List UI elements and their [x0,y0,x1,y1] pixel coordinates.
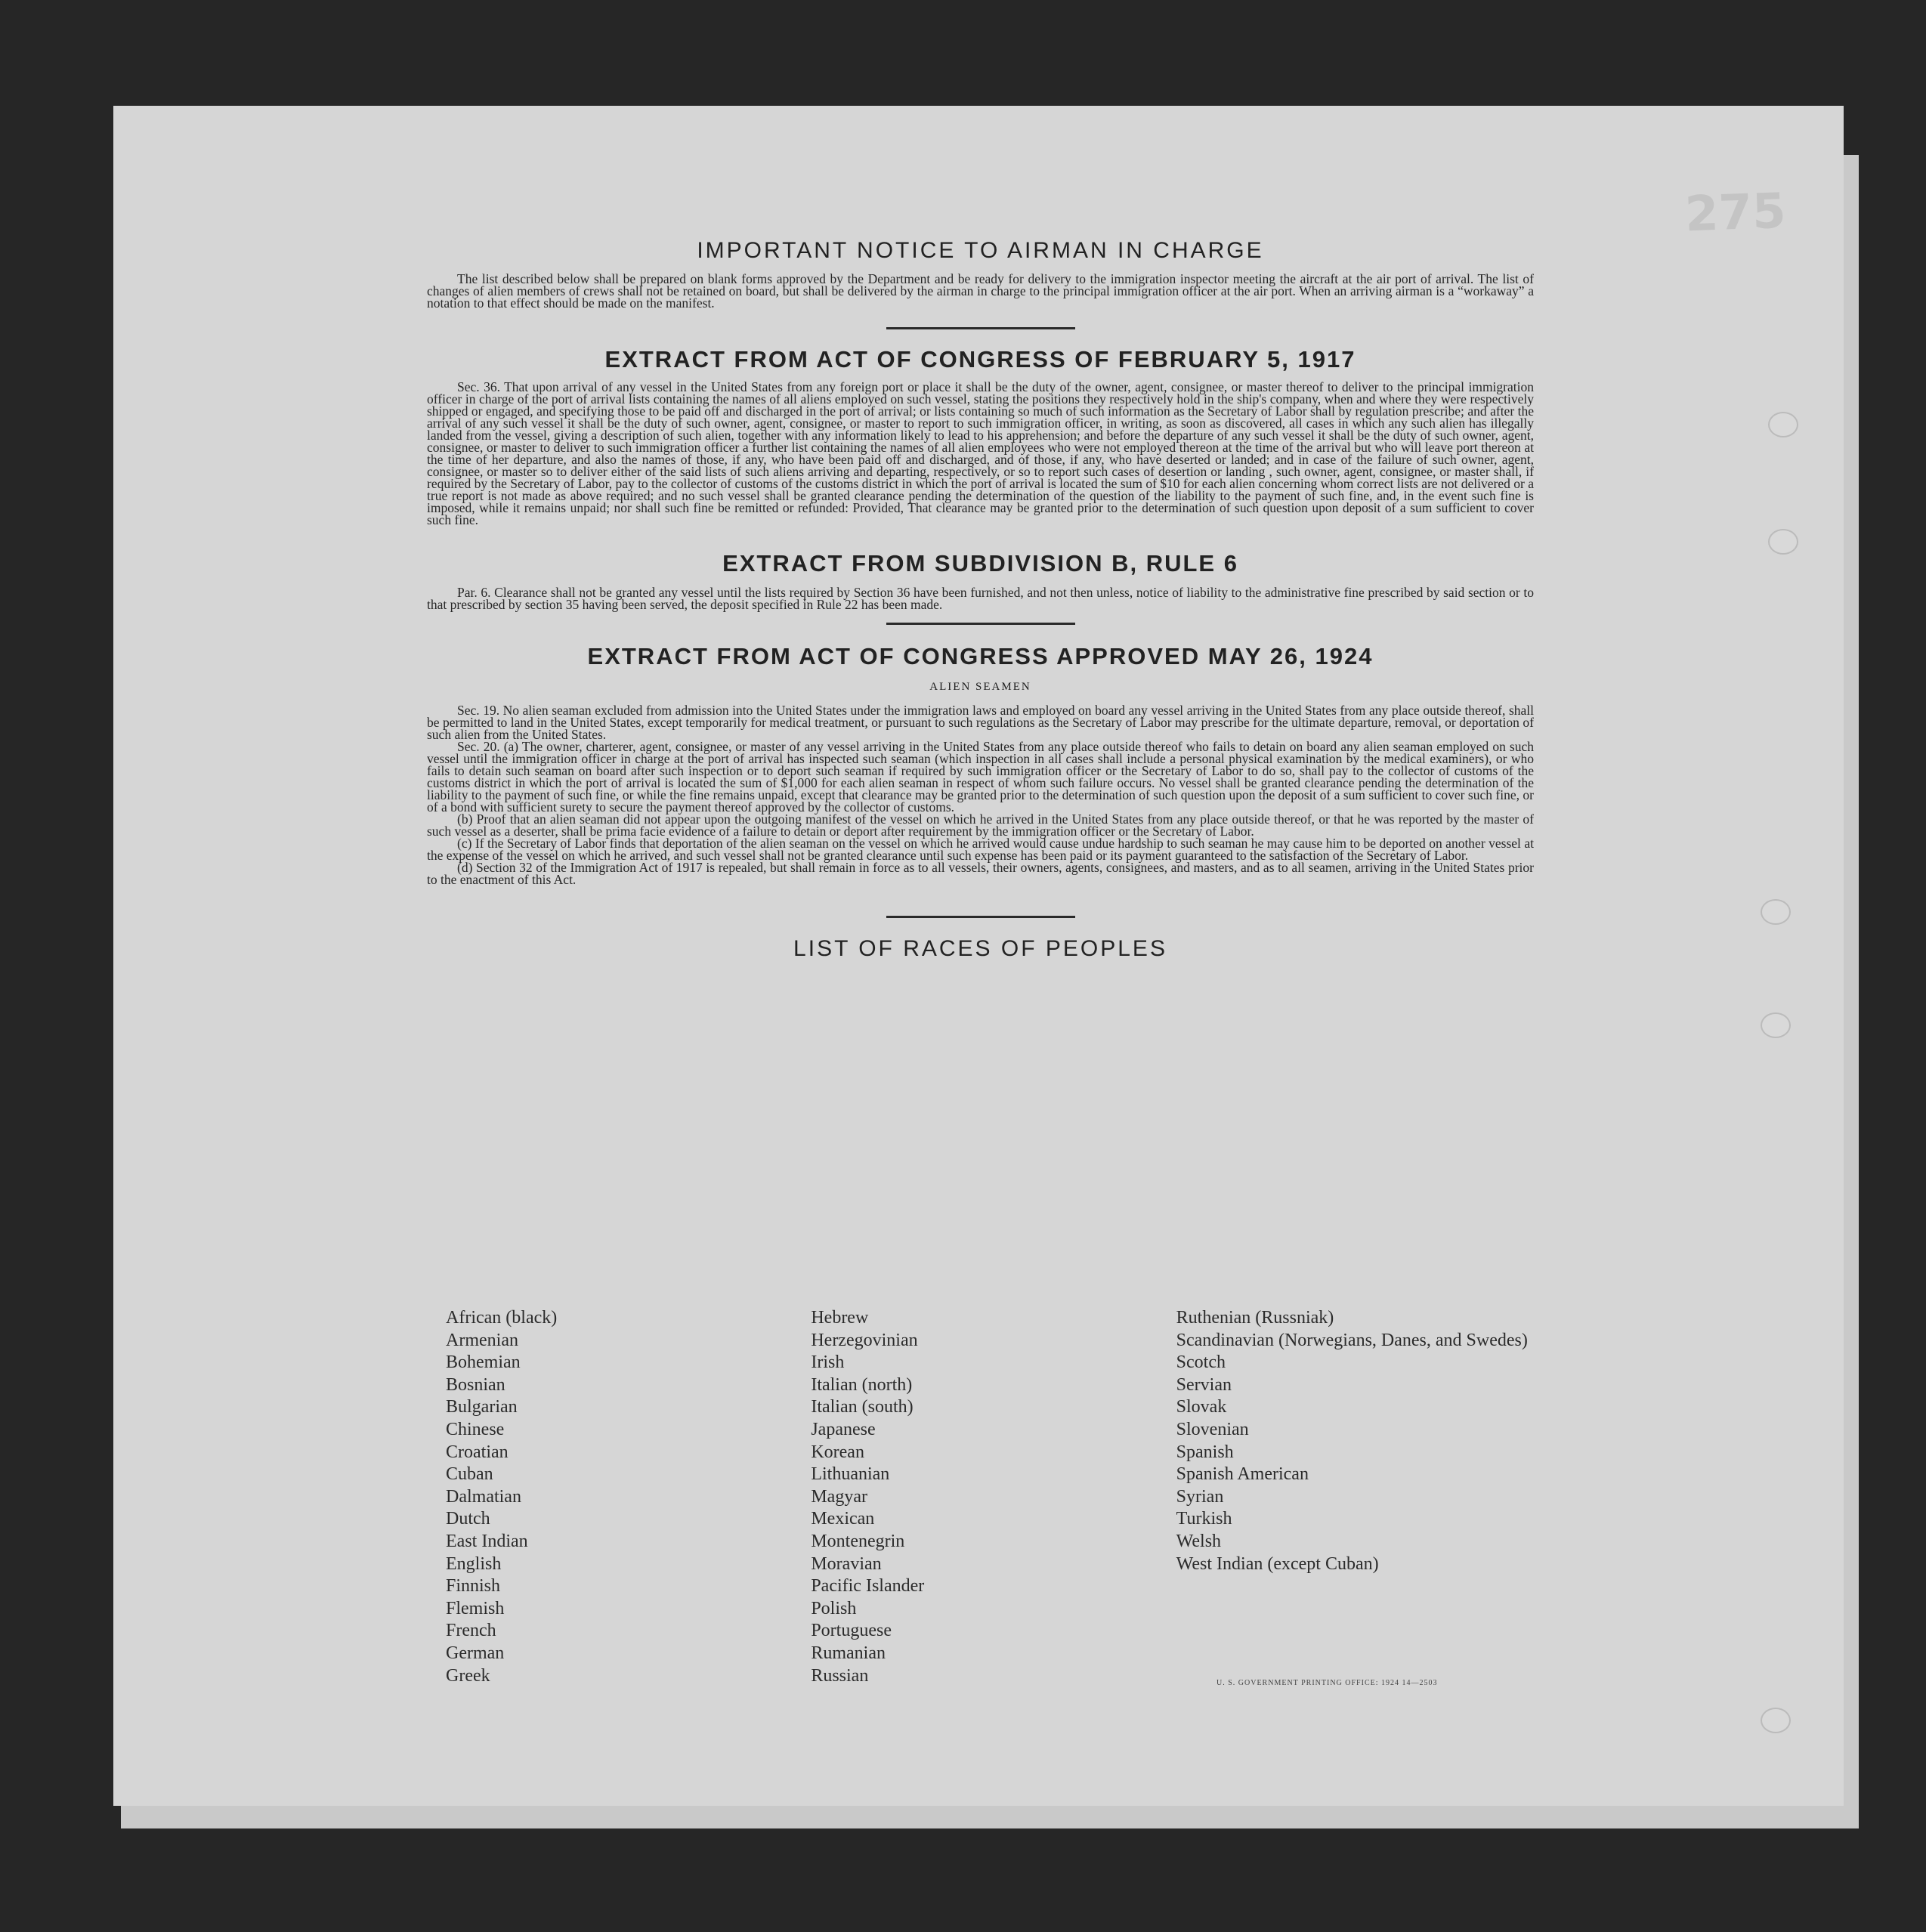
race-item: English [446,1553,502,1574]
race-item: Cuban [446,1464,493,1485]
punch-hole [1761,1708,1791,1733]
race-item: Hebrew [811,1308,869,1328]
race-item: Lithuanian [811,1464,890,1485]
race-item: Scandinavian (Norwegians, Danes, and Swedes) [1176,1330,1528,1350]
race-item: Greek [446,1665,490,1686]
race-item: Rumanian [811,1643,886,1663]
race-item: Herzegovinian [811,1330,918,1350]
page-number-bleedthrough: 275 [1683,183,1787,243]
notice-text: The list described below shall be prepared on blank forms approved by the Department and be ready for delivery to the immigration inspector meeting the aircraft at the air port of arrival. The list of changes of alien members of crews shall not be retained on board, but shall be delivered by the airman in charge to the principal immigration officer at the air port. When an arriving airman is a “workaway” a notation to that effect should be made on the manifest. [427,271,1534,311]
race-item: Russian [811,1665,869,1686]
race-item: Syrian [1176,1486,1224,1507]
race-item: German [446,1643,505,1663]
race-item: Croatian [446,1442,509,1462]
extract-1917-heading: EXTRACT FROM ACT OF CONGRESS OF FEBRUARY 5, 1917 [604,346,1356,372]
race-item: African (black) [446,1308,558,1328]
race-item: Dutch [446,1509,490,1529]
notice-heading: IMPORTANT NOTICE TO AIRMAN IN CHARGE [697,238,1264,263]
section-divider [886,916,1075,918]
race-item: Ruthenian (Russniak) [1176,1308,1334,1328]
document-body [427,238,1534,962]
punch-hole [1761,1012,1791,1038]
sec-19-text: Sec. 19. No alien seaman excluded from admission into the United States under the immigration laws and employed on board any vessel arriving in the United States from any place outside thereof, shall be permitted to land in the United States, except temporarily for medical treatment, or pursuant to such regulations as the Secretary of Labor may prescribe for the ultimate departure, removal, or deportation of such alien from the United States. [427,703,1534,742]
race-item: Italian (north) [811,1374,913,1395]
extract-rule6-text: Par. 6. Clearance shall not be granted any vessel until the lists required by Section 36 have been furnished, and not then unless, notice of liability to the administrative fine prescribed by said section or to that prescribed by section 35 having been served, the deposit specified in Rule 22 has been made. [427,585,1534,612]
race-item: Bohemian [446,1352,521,1373]
race-item: Bosnian [446,1374,505,1395]
race-item: Armenian [446,1330,518,1350]
races-column-3 [1176,1307,1541,1687]
race-item: Flemish [446,1598,505,1618]
sec-20b-text: (b) Proof that an alien seaman did not appear upon the outgoing manifest of the vessel on which he arrived in the United States from any place outside thereof, or that he was reported by the master of such vessel as a deserter, shall be prima facie evidence of a failure to detain or deport after requirement by the immigration officer or the Secretary of Labor. [427,811,1534,839]
race-item: Mexican [811,1509,875,1529]
races-column-1 [446,1307,811,1687]
section-divider [886,623,1075,625]
sec-20d-text: (d) Section 32 of the Immigration Act of 1917 is repealed, but shall remain in force as to all vessels, their owners, agents, consignees, and masters, and as to all seamen, arriving in the United States prior to the enactment of this Act. [427,860,1534,887]
race-item: French [446,1621,496,1641]
race-item: Dalmatian [446,1486,521,1507]
race-item: Pacific Islander [811,1576,925,1597]
race-item: Irish [811,1352,845,1373]
race-item: Spanish [1176,1442,1234,1462]
race-item: Portuguese [811,1621,892,1641]
race-item: Slovak [1176,1397,1227,1417]
race-item: Italian (south) [811,1397,914,1417]
race-item: Scotch [1176,1352,1226,1373]
race-item: Magyar [811,1486,867,1507]
alien-seamen-subheading: ALIEN SEAMEN [929,681,1031,693]
race-item: Spanish American [1176,1464,1309,1485]
race-item: Servian [1176,1374,1232,1395]
extract-1924-heading: EXTRACT FROM ACT OF CONGRESS APPROVED MAY 26, 1924 [587,643,1374,669]
race-item: Turkish [1176,1509,1232,1529]
race-item: Bulgarian [446,1397,518,1417]
race-item: Polish [811,1598,857,1618]
race-item: Korean [811,1442,864,1462]
races-column-2 [811,1307,1176,1687]
races-list [446,1307,1541,1687]
sec-20c-text: (c) If the Secretary of Labor finds that deportation of the alien seaman on the vessel on which he arrived would cause undue hardship to such seaman he may cause him to be deported on another vessel at the expense of the vessel on which he arrived, and such vessel shall not be granted clearance until such expense has been paid or its payment guaranteed to the satisfaction of the Secretary of Labor. [427,836,1534,863]
race-item: Finnish [446,1576,501,1597]
race-item: West Indian (except Cuban) [1176,1553,1379,1574]
race-item: Japanese [811,1419,876,1439]
printer-imprint: U. S. GOVERNMENT PRINTING OFFICE: 1924 14—2503 [1217,1679,1438,1687]
race-item: Welsh [1176,1531,1222,1551]
punch-hole [1768,412,1798,437]
races-heading: LIST OF RACES OF PEOPLES [793,936,1167,961]
sec-20a-text: Sec. 20. (a) The owner, charterer, agent, consignee, or master of any vessel arriving in the United States from any place outside thereof who fails to detain on board any alien seaman employed on such vessel until the immigration officer in charge at the port of arrival has inspected such seaman (which inspection in all cases shall include a personal physical examination by the medical examiners), or who fails to detain such seaman on board after such inspection or to deport such seaman if required by such immigration officer or the Secretary of Labor to do so, shall pay to the collector of customs of the customs district in which the port of arrival is located the sum of $1,000 for each alien seaman in respect of whom such failure occurs. No vessel shall be granted clearance pending the determination of the liability to the payment of such fine, or while the fine remains unpaid, except that clearance may be granted prior to the determination of such question upon the deposit of a sum sufficient to cover such fine, or of a bond with sufficient surety to secure the payment thereof approved by the collector of customs. [427,739,1534,815]
race-item: East Indian [446,1531,528,1551]
section-divider [886,327,1075,329]
race-item: Chinese [446,1419,505,1439]
punch-hole [1768,529,1798,555]
extract-1917-text: Sec. 36. That upon arrival of any vessel in the United States from any foreign port or place it shall be the duty of the owner, agent, consignee, or master thereof to deliver to the principal immigration officer in charge of the port of arrival lists containing the names of all aliens employed on such vessel, stating the positions they respectively hold in the ship's company, when and where they were respectively shipped or engaged, and specifying those to be paid off and discharged in the port of arrival; or lists containing so much of such information as the Secretary of Labor shall by regulation prescribe; and after the arrival of any such vessel it shall be the duty of such owner, agent, consignee, or master to report to such immigration officer, in writing, as soon as discovered, all cases in which any such alien has illegally landed from the vessel, giving a description of such alien, together with any information likely to lead to his apprehension; and before the departure of any such vessel it shall be the duty of such owner, agent, consignee, or master to deliver to such immigration officer a further list containing the names of all alien employees who were not employed thereon at the time of the arrival but who will leave port thereon at the time of her departure, and also the names of those, if any, who have been paid off and discharged, and of those, if any, who have deserted or landed; and in case of the failure of such owner, agent, consignee, or master so to deliver either of the said lists of such aliens arriving and departing, respectively, or so to report such cases of desertion or landing , such owner, agent, consignee, or master shall, if required by the Secretary of Labor, pay to the collector of customs of the customs district in which the port of arrival is located the sum of $10 for each alien concerning whom correct lists are not delivered or a true report is not made as above required; and no such vessel shall be granted clearance pending the determination of the question of the liability to the payment of such fine, and, in the event such fine is imposed, while it remains unpaid; nor shall such fine be remitted or refunded: Provided, That clearance may be granted prior to the determination of such question upon deposit of a sum sufficient to cover such fine. [427,379,1534,527]
race-item: Montenegrin [811,1531,905,1551]
race-item: Moravian [811,1553,882,1574]
race-item: Slovenian [1176,1419,1249,1439]
punch-hole [1761,899,1791,925]
extract-rule6-heading: EXTRACT FROM SUBDIVISION B, RULE 6 [722,550,1238,577]
